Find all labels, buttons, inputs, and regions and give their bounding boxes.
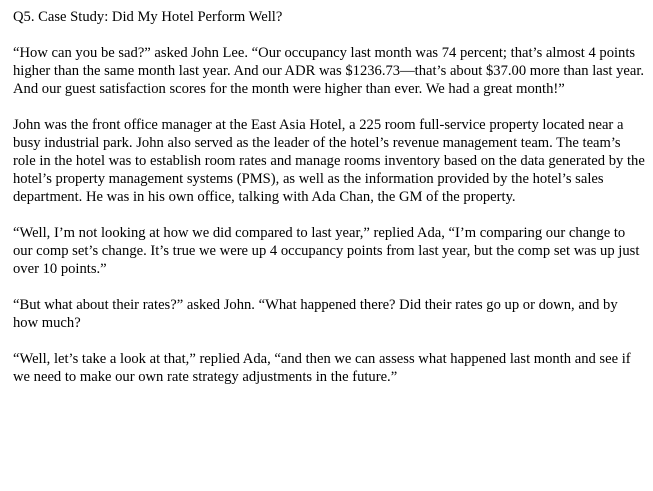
question-title: Q5. Case Study: Did My Hotel Perform Well? (13, 9, 283, 25)
paragraph-john-rates-question: “But what about their rates?” asked John. “What happened there? Did their rates go up or down, and by how much? (13, 297, 618, 331)
case-study-document (13, 8, 645, 386)
paragraph-ada-assess: “Well, let’s take a look at that,” replied Ada, “and then we can assess what happened last month and see if we need to make our own rate strategy adjustments in the future.” (13, 351, 631, 385)
paragraph-ada-comp-set: “Well, I’m not looking at how we did compared to last year,” replied Ada, “I’m comparing our change to our comp set’s change. It’s true we were up 4 occupancy points from last year, but the comp set was up just over 10 points.” (13, 225, 640, 277)
paragraph-john-occupancy: “How can you be sad?” asked John Lee. “Our occupancy last month was 74 percent; that’s almost 4 points higher than the same month last year. And our ADR was $1236.73—that’s about $37.00 more than last year. And our guest satisfaction scores for the month were higher than ever. We had a great month!” (13, 45, 645, 97)
paragraph-hotel-background: John was the front office manager at the East Asia Hotel, a 225 room full-service property located near a busy industrial park. John also served as the leader of the hotel’s revenue management team. The team’s role in the hotel was to establish room rates and manage rooms inventory based on the data generated by the hotel’s property management systems (PMS), as well as the information provided by the hotel’s sales department. He was in his own office, talking with Ada Chan, the GM of the property. (13, 117, 645, 205)
